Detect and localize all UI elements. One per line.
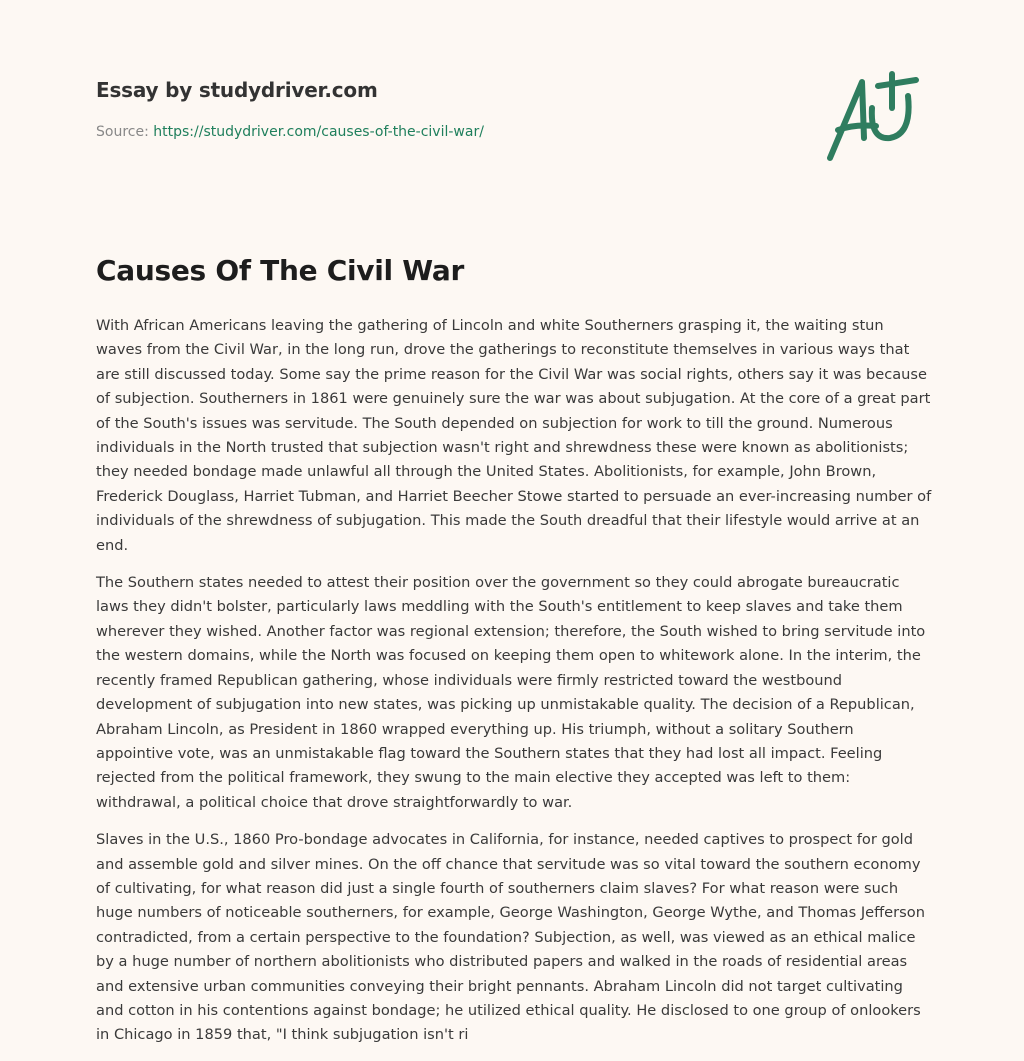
source-label: Source:	[96, 124, 149, 140]
essay-title: Causes Of The Civil War	[96, 254, 464, 287]
source-line	[96, 124, 484, 140]
brand-title: Essay by studydriver.com	[96, 78, 378, 102]
essay-paragraph: The Southern states needed to attest their position over the government so they could abrogate bureaucratic laws they didn't bolster, particularly laws meddling with the South's entitlement to keep slaves and take them wherever they wished. Another factor was regional extension; therefore, the South wished to bring servitude into the western domains, while the North was focused on keeping them open to whitework alone. In the interim, the recently framed Republican gathering, whose individuals were firmly restricted toward the westbound development of subjugation into new states, was picking up unmistakable quality. The decision of a Republican, Abraham Lincoln, as President in 1860 wrapped everything up. His triumph, without a solitary Southern appointive vote, was an unmistakable flag toward the Southern states that they had lost all impact. Feeling rejected from the political framework, they swung to the main elective they accepted was left to them: withdrawal, a political choice that drove straightforwardly to war.	[96, 574, 926, 811]
source-link[interactable]: https://studydriver.com/causes-of-the-civil-war/	[153, 124, 484, 140]
essay-body	[96, 314, 934, 1061]
essay-paragraph: With African Americans leaving the gathering of Lincoln and white Southerners grasping it, the waiting stun waves from the Civil War, in the long run, drove the gatherings to reconstitute themselves in various ways that are still discussed today. Some say the prime reason for the Civil War was social rights, others say it was because of subjection. Southerners in 1861 were genuinely sure the war was about subjugation. At the core of a great part of the South's issues was servitude. The South depended on subjection for work to till the ground. Numerous individuals in the North trusted that subjection wasn't right and shrewdness these were known as abolitionists; they needed bondage made unlawful all through the United States. Abolitionists, for example, John Brown, Frederick Douglass, Harriet Tubman, and Harriet Beecher Stowe started to persuade an ever-increasing number of individuals of the shrewdness of subjugation. This made the South dreadful that their lifestyle would arrive at an end.	[96, 317, 932, 554]
essay-paragraph: Slaves in the U.S., 1860 Pro-bondage advocates in California, for instance, needed captives to prospect for gold and assemble gold and silver mines. On the off chance that servitude was so vital toward the southern economy of cultivating, for what reason did just a single fourth of southerners claim slaves? For what reason were such huge numbers of noticeable southerners, for example, George Washington, George Wythe, and Thomas Jefferson contradicted, from a certain perspective to the foundation? Subjection, as well, was viewed as an ethical malice by a huge number of northern abolitionists who distributed papers and walked in the roads of residential areas and extensive urban communities conveying their bright pennants. Abraham Lincoln did not target cultivating and cotton in his contentions against bondage; he utilized ethical quality. He disclosed to one group of onlookers in Chicago in 1859 that, "I think subjugation isn't ri	[96, 831, 925, 1044]
a-plus-logo-icon	[820, 68, 930, 168]
site-header	[96, 78, 378, 102]
